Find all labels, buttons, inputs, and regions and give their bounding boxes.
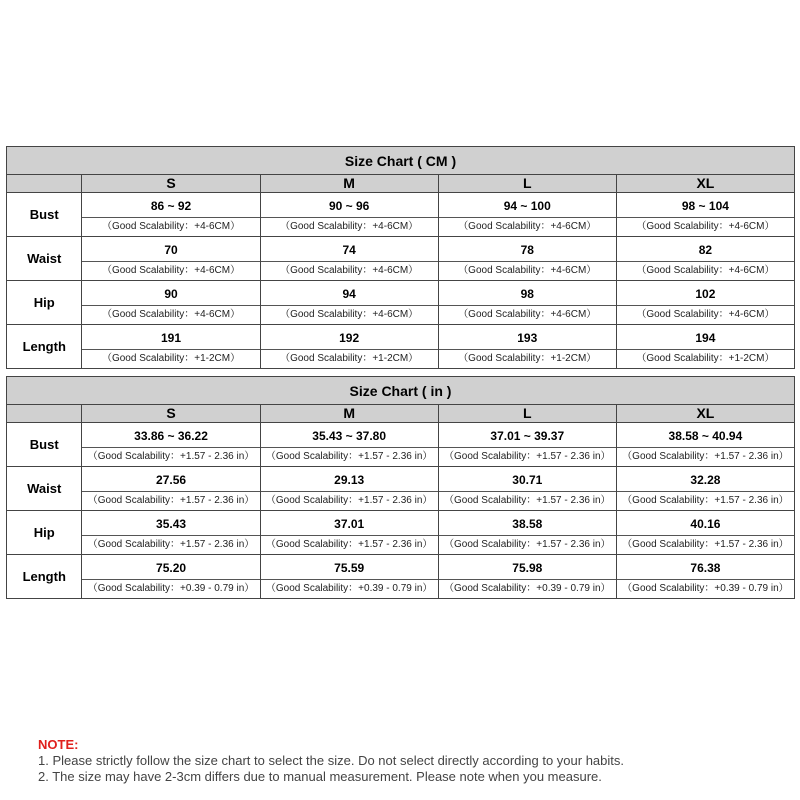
size-chart-cm-table: [6, 146, 795, 369]
table-row-hip: [7, 281, 795, 325]
measurement-value: 30.71: [512, 473, 543, 487]
size-cell: [616, 193, 794, 237]
header-corner: [7, 175, 82, 193]
scalability-note: （Good Scalability：+1-2CM）: [82, 349, 259, 368]
size-header-xl: XL: [616, 405, 794, 423]
size-header-xl: XL: [616, 175, 794, 193]
scalability-note: （Good Scalability：+1.57 - 2.36 in）: [261, 535, 438, 554]
size-cell: [616, 237, 794, 281]
chart-title-in: Size Chart ( in ): [7, 377, 795, 405]
size-cell: [82, 555, 260, 599]
scalability-note: （Good Scalability：+1.57 - 2.36 in）: [82, 535, 259, 554]
measurement-value: 29.13: [334, 473, 365, 487]
row-label: Bust: [7, 193, 82, 237]
scalability-note: （Good Scalability：+4-6CM）: [439, 261, 616, 280]
size-cell: [260, 467, 438, 511]
measurement-value: 94 ~ 100: [503, 199, 551, 213]
scalability-note: （Good Scalability：+1.57 - 2.36 in）: [617, 535, 794, 554]
scalability-note: （Good Scalability：+4-6CM）: [439, 305, 616, 324]
notes-section: [38, 737, 798, 785]
scalability-note: （Good Scalability：+1.57 - 2.36 in）: [82, 491, 259, 510]
size-cell: [616, 467, 794, 511]
size-cell: [82, 325, 260, 369]
size-cell: [82, 237, 260, 281]
scalability-note: （Good Scalability：+4-6CM）: [617, 261, 794, 280]
table-row-waist: [7, 467, 795, 511]
scalability-note: （Good Scalability：+0.39 - 0.79 in）: [261, 579, 438, 598]
size-cell: [260, 237, 438, 281]
scalability-note: （Good Scalability：+1.57 - 2.36 in）: [261, 491, 438, 510]
measurement-value: 70: [164, 243, 178, 257]
measurement-value: 86 ~ 92: [150, 199, 192, 213]
row-label: Waist: [7, 467, 82, 511]
size-header-m: M: [260, 175, 438, 193]
size-cell: [260, 423, 438, 467]
size-cell: [260, 325, 438, 369]
measurement-value: 74: [342, 243, 356, 257]
row-label: Waist: [7, 237, 82, 281]
scalability-note: （Good Scalability：+0.39 - 0.79 in）: [617, 579, 794, 598]
measurement-value: 98 ~ 104: [681, 199, 729, 213]
scalability-note: （Good Scalability：+4-6CM）: [82, 305, 259, 324]
size-cell: [438, 281, 616, 325]
measurement-value: 98: [520, 287, 534, 301]
size-cell: [82, 467, 260, 511]
size-cell: [438, 193, 616, 237]
size-cell: [82, 281, 260, 325]
note-line-1: 1. Please strictly follow the size chart to select the size. Do not select directly according to your habits.: [38, 753, 624, 768]
measurement-value: 192: [339, 331, 360, 345]
scalability-note: （Good Scalability：+4-6CM）: [617, 217, 794, 236]
scalability-note: （Good Scalability：+1.57 - 2.36 in）: [439, 491, 616, 510]
measurement-value: 193: [517, 331, 538, 345]
scalability-note: （Good Scalability：+4-6CM）: [82, 217, 259, 236]
measurement-value: 82: [698, 243, 713, 257]
note-title: NOTE:: [38, 737, 79, 752]
measurement-value: 102: [695, 287, 716, 301]
scalability-note: （Good Scalability：+4-6CM）: [261, 217, 438, 236]
size-cell: [82, 423, 260, 467]
measurement-value: 32.28: [690, 473, 721, 487]
measurement-value: 35.43: [156, 517, 187, 531]
measurement-value: 90: [164, 287, 178, 301]
measurement-value: 75.98: [512, 561, 543, 575]
scalability-note: （Good Scalability：+4-6CM）: [439, 217, 616, 236]
scalability-note: （Good Scalability：+1.57 - 2.36 in）: [82, 447, 259, 466]
table-row-bust: [7, 193, 795, 237]
size-cell: [616, 423, 794, 467]
measurement-value: 191: [161, 331, 182, 345]
scalability-note: （Good Scalability：+0.39 - 0.79 in）: [82, 579, 259, 598]
size-cell: [260, 281, 438, 325]
measurement-value: 38.58 ~ 40.94: [668, 429, 743, 443]
size-cell: [260, 555, 438, 599]
size-header-l: L: [438, 405, 616, 423]
row-label: Length: [7, 325, 82, 369]
measurement-value: 75.59: [334, 561, 365, 575]
scalability-note: （Good Scalability：+1.57 - 2.36 in）: [617, 447, 794, 466]
row-label: Hip: [7, 511, 82, 555]
scalability-note: （Good Scalability：+4-6CM）: [261, 305, 438, 324]
size-cell: [438, 237, 616, 281]
measurement-value: 37.01: [334, 517, 365, 531]
size-cell: [438, 423, 616, 467]
size-chart-in-table: [6, 376, 795, 599]
scalability-note: （Good Scalability：+1-2CM）: [439, 349, 616, 368]
size-cell: [438, 555, 616, 599]
header-corner: [7, 405, 82, 423]
size-cell: [616, 555, 794, 599]
note-line-2: 2. The size may have 2-3cm differs due to manual measurement. Please note when you measure.: [38, 769, 602, 784]
table-row-length: [7, 325, 795, 369]
measurement-value: 27.56: [156, 473, 187, 487]
scalability-note: （Good Scalability：+1.57 - 2.36 in）: [261, 447, 438, 466]
size-cell: [82, 193, 260, 237]
size-cell: [616, 325, 794, 369]
size-cell: [260, 511, 438, 555]
row-label: Length: [7, 555, 82, 599]
measurement-value: 35.43 ~ 37.80: [312, 429, 387, 443]
size-header-m: M: [260, 405, 438, 423]
scalability-note: （Good Scalability：+1.57 - 2.36 in）: [617, 491, 794, 510]
scalability-note: （Good Scalability：+1.57 - 2.36 in）: [439, 535, 616, 554]
scalability-note: （Good Scalability：+0.39 - 0.79 in）: [439, 579, 616, 598]
measurement-value: 38.58: [512, 517, 543, 531]
measurement-value: 40.16: [690, 517, 721, 531]
measurement-value: 37.01 ~ 39.37: [490, 429, 565, 443]
measurement-value: 78: [520, 243, 534, 257]
measurement-value: 75.20: [156, 561, 187, 575]
measurement-value: 94: [342, 287, 356, 301]
size-header-s: S: [82, 405, 260, 423]
table-row-hip: [7, 511, 795, 555]
scalability-note: （Good Scalability：+1-2CM）: [617, 349, 794, 368]
size-cell: [438, 325, 616, 369]
row-label: Bust: [7, 423, 82, 467]
size-header-l: L: [438, 175, 616, 193]
table-row-waist: [7, 237, 795, 281]
row-label: Hip: [7, 281, 82, 325]
size-cell: [438, 511, 616, 555]
table-row-bust: [7, 423, 795, 467]
size-cell: [82, 511, 260, 555]
measurement-value: 76.38: [690, 561, 721, 575]
scalability-note: （Good Scalability：+1.57 - 2.36 in）: [439, 447, 616, 466]
scalability-note: （Good Scalability：+4-6CM）: [82, 261, 259, 280]
measurement-value: 194: [695, 331, 716, 345]
chart-title-cm: Size Chart ( CM ): [7, 147, 795, 175]
size-cell: [438, 467, 616, 511]
table-row-length: [7, 555, 795, 599]
scalability-note: （Good Scalability：+1-2CM）: [261, 349, 438, 368]
size-cell: [260, 193, 438, 237]
scalability-note: （Good Scalability：+4-6CM）: [261, 261, 438, 280]
measurement-value: 33.86 ~ 36.22: [134, 429, 208, 443]
scalability-note: （Good Scalability：+4-6CM）: [617, 305, 794, 324]
size-cell: [616, 281, 794, 325]
measurement-value: 90 ~ 96: [328, 199, 370, 213]
size-cell: [616, 511, 794, 555]
size-header-s: S: [82, 175, 260, 193]
